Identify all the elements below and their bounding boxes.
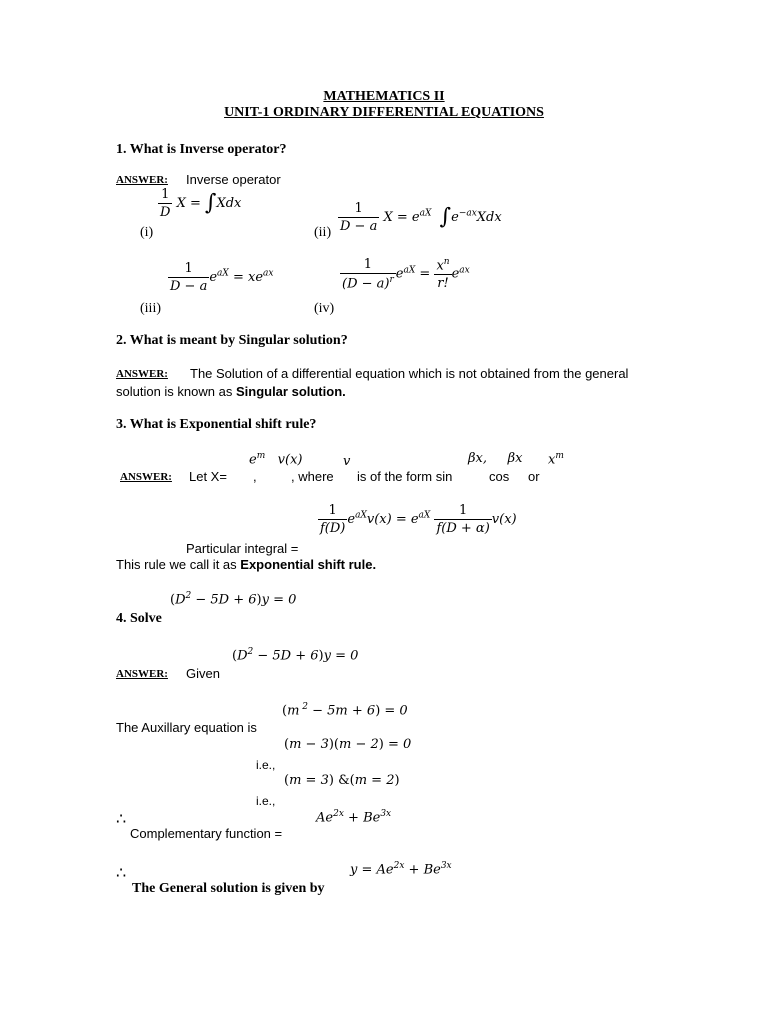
formula-inverse-1: $\frac{1}{D}$ X = ∫Xdx — [160, 187, 242, 220]
rule-text — [116, 558, 376, 571]
let-x-text: Let X= — [189, 469, 227, 484]
question-1: 1. What is Inverse operator? — [116, 142, 287, 157]
question-3: 3. What is Exponential shift rule? — [116, 417, 317, 432]
answer-label-2: ANSWER: — [116, 368, 168, 380]
formula-label-iii: (iii) — [140, 301, 161, 316]
rule-text-bold: Exponential shift rule. — [240, 557, 377, 572]
rule-text-plain: This rule we call it as — [116, 557, 237, 572]
answer-label-1: ANSWER: — [116, 174, 168, 186]
formula-general-solution: $y = Ae^{2x} + Be^{3x}$ — [350, 861, 452, 878]
question-4: 4. Solve — [116, 611, 162, 626]
formula-label-i: (i) — [140, 225, 154, 240]
therefore-symbol-1: ∴ — [116, 811, 127, 828]
answer-text-2b-plain: solution is known as — [116, 384, 233, 399]
or-text: or — [528, 469, 540, 484]
formula-exponential-shift: $\frac{1}{f(D)}$ $e^{aX}v(x) = e^{aX}$ $\frac{1}{f(D + \alpha)}$ v(x) — [320, 503, 517, 536]
formula-roots: (m = 3) &(m = 2) — [284, 773, 400, 788]
answer-label-3: ANSWER: — [120, 471, 172, 483]
complementary-text: Complementary function = — [130, 826, 283, 841]
formula-ode-given: $(D^2 - 5D + 6)y = 0$ — [232, 647, 359, 664]
general-solution-text: The General solution is given by — [132, 881, 325, 896]
formula-beta-x: βx, βx — [468, 451, 523, 466]
form-text: is of the form sin — [357, 469, 453, 484]
formula-ode: $(D^2 - 5D + 6)y = 0$ — [170, 591, 297, 608]
formula-complementary: $Ae^{2x} + Be^{3x}$ — [316, 809, 392, 826]
formula-inverse-4: $\frac{1}{(D - a)^r}$ $e^{aX}$ = $\frac{x^n}{r!}$ $e^{ax}$ — [342, 257, 470, 292]
particular-integral-text: Particular integral = — [186, 541, 299, 556]
formula-inverse-3: $\frac{1}{D - a}$ $e^{aX} = xe^{ax}$ — [170, 261, 274, 294]
comma-text: , — [253, 469, 257, 484]
formula-inverse-2: $\frac{1}{D - a}$ $X = e^{aX}$ $\int e^{-ax}Xdx$ — [340, 201, 502, 234]
question-2: 2. What is meant by Singular solution? — [116, 333, 348, 348]
answer-text-1: Inverse operator — [186, 172, 281, 187]
where-text: , where — [291, 469, 334, 484]
auxillary-text: The Auxillary equation is — [116, 720, 257, 735]
answer-label-4: ANSWER: — [116, 668, 168, 680]
formula-auxiliary: (m $^2$ − 5m + 6) = 0 — [282, 702, 408, 719]
therefore-symbol-2: ∴ — [116, 865, 127, 882]
formula-x-m: $x^m$ — [548, 451, 564, 468]
formula-factored: (m − 3)(m − 2) = 0 — [284, 737, 412, 752]
ie-text-1: i.e., — [256, 758, 276, 772]
given-text: Given — [186, 666, 220, 681]
answer-text-2a: The Solution of a differential equation which is not obtained from the general — [190, 366, 629, 381]
answer-text-2b-bold: Singular solution. — [235, 384, 346, 399]
document-subtitle: UNIT-1 ORDINARY DIFFERENTIAL EQUATIONS — [224, 105, 544, 120]
formula-label-iv: (iv) — [314, 301, 335, 316]
ie-text-2: i.e., — [256, 794, 276, 808]
formula-v: v — [343, 454, 351, 469]
document-title: MATHEMATICS II — [323, 89, 445, 104]
formula-exp-vx: $e^m$ v(x) — [249, 451, 303, 468]
formula-label-ii: (ii) — [314, 225, 332, 240]
answer-text-2b — [116, 385, 346, 398]
cos-text: cos — [489, 469, 510, 484]
